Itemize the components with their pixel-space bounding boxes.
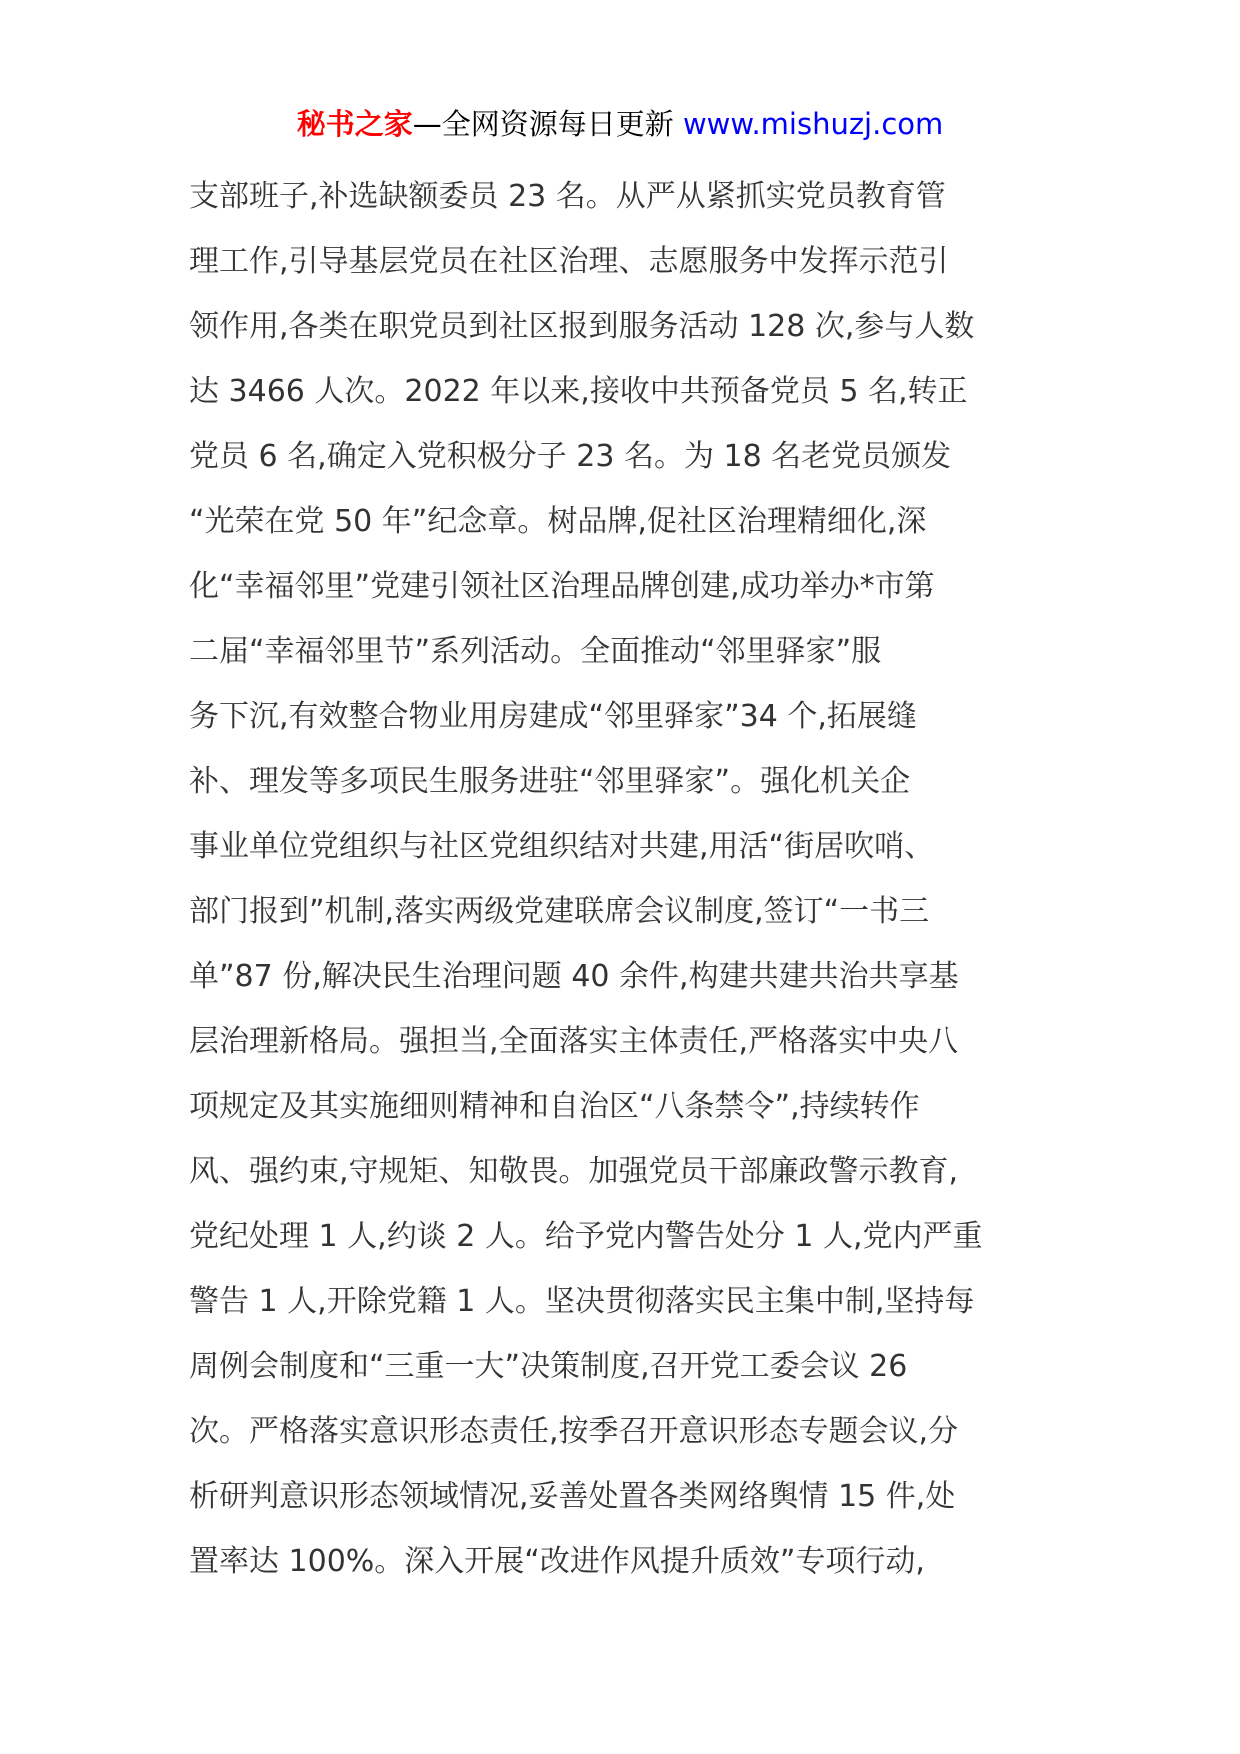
header-tagline: —全网资源每日更新 [412,107,674,141]
body-line: 补、理发等多项民生服务进驻“邻里驿家”。强化机关企 [189,764,911,799]
body-line: 党纪处理 1 人,约谈 2 人。给予党内警告处分 1 人,党内严重 [189,1219,983,1254]
body-line: 支部班子,补选缺额委员 23 名。从严从紧抓实党员教育管 [189,179,946,214]
body-line: 化“幸福邻里”党建引领社区治理品牌创建,成功举办*市第 [189,569,935,604]
body-line: 达 3466 人次。2022 年以来,接收中共预备党员 5 名,转正 [189,374,968,409]
body-line: 事业单位党组织与社区党组织结对共建,用活“街居吹哨、 [189,829,935,864]
body-line: 二届“幸福邻里节”系列活动。全面推动“邻里驿家”服 [189,634,882,669]
body-line: 层治理新格局。强担当,全面落实主体责任,严格落实中央八 [189,1024,959,1059]
body-line: 置率达 100%。深入开展“改进作风提升质效”专项行动, [189,1544,925,1579]
document-body [189,164,1069,1594]
body-line: 次。严格落实意识形态责任,按季召开意识形态专题会议,分 [189,1414,959,1449]
body-line: 党员 6 名,确定入党积极分子 23 名。为 18 名老党员颁发 [189,439,952,474]
body-line: 领作用,各类在职党员到社区报到服务活动 128 次,参与人数 [189,309,975,344]
body-line: 项规定及其实施细则精神和自治区“八条禁令”,持续转作 [189,1089,920,1124]
body-line: 务下沉,有效整合物业用房建成“邻里驿家”34 个,拓展缝 [189,699,917,734]
body-line: 部门报到”机制,落实两级党建联席会议制度,签订“一书三 [189,894,930,929]
page-header [0,104,1240,144]
body-line: 警告 1 人,开除党籍 1 人。坚决贯彻落实民主集中制,坚持每 [189,1284,975,1319]
body-line: 析研判意识形态领域情况,妥善处置各类网络舆情 15 件,处 [189,1479,956,1514]
body-line: 单”87 份,解决民生治理问题 40 余件,构建共建共治共享基 [189,959,959,994]
body-line: 风、强约束,守规矩、知敬畏。加强党员干部廉政警示教育, [189,1154,959,1189]
brand-name: 秘书之家 [296,107,413,141]
body-line: “光荣在党 50 年”纪念章。树品牌,促社区治理精细化,深 [189,504,927,539]
body-line: 周例会制度和“三重一大”决策制度,召开党工委会议 26 [189,1349,908,1384]
site-url-link[interactable]: www.mishuzj.com [673,107,944,141]
body-line: 理工作,引导基层党员在社区治理、志愿服务中发挥示范引 [189,244,949,279]
